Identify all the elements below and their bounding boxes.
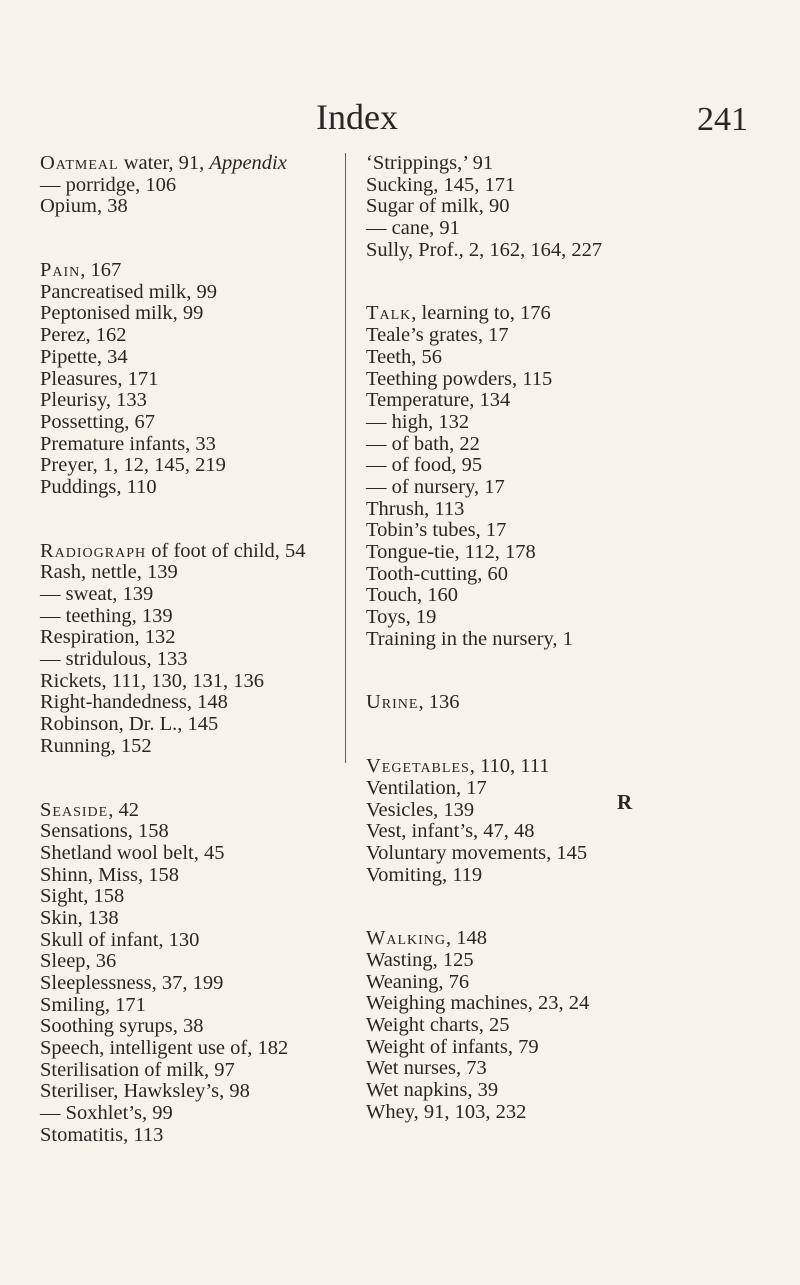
index-entry	[40, 303, 340, 325]
entry-text: Rickets, 111, 130, 131, 136	[40, 669, 264, 692]
entry-text: Weight charts, 25	[366, 1014, 510, 1036]
index-entry	[40, 606, 340, 628]
index-entry	[40, 1016, 340, 1038]
entry-text: — sweat, 139	[40, 583, 154, 605]
index-entry	[40, 714, 340, 736]
index-entry	[366, 303, 726, 325]
entry-text: Sensations, 158	[40, 820, 169, 843]
index-entry	[366, 240, 726, 262]
index-entry	[40, 196, 340, 218]
entry-lead-word: Radiograph	[40, 539, 147, 562]
entry-text: Steriliser, Hawksley’s, 98	[40, 1080, 250, 1103]
entry-text: Possetting, 67	[40, 410, 156, 433]
entry-text: — stridulous, 133	[40, 648, 188, 671]
entry-text: , 167	[80, 259, 122, 282]
entry-text: Training in the nursery, 1	[366, 627, 573, 650]
index-group	[366, 756, 726, 886]
index-column-right	[366, 153, 726, 1165]
entry-text: Thrush, 113	[366, 497, 465, 520]
entry-text: — cane, 91	[366, 217, 460, 240]
entry-text: Opium, 38	[40, 195, 128, 218]
index-entry	[366, 1015, 726, 1037]
entry-text: Pancreatised milk, 99	[40, 280, 218, 303]
index-entry	[366, 412, 726, 434]
index-entry	[40, 995, 340, 1017]
entry-italic-ref: Appendix	[209, 152, 287, 174]
entry-text: Whey, 91, 103, 232	[366, 1100, 527, 1123]
index-entry	[40, 1038, 340, 1060]
entry-text: Voluntary movements, 145	[366, 841, 588, 864]
index-entry	[40, 412, 340, 434]
entry-text: Vomiting, 119	[366, 863, 483, 886]
entry-text: Robinson, Dr. L., 145	[40, 713, 219, 736]
index-entry	[366, 928, 726, 950]
index-entry	[40, 627, 340, 649]
index-entry	[40, 562, 340, 584]
entry-text: Sully, Prof., 2, 162, 164, 227	[366, 238, 603, 261]
index-entry	[40, 649, 340, 671]
index-entry	[366, 843, 726, 865]
index-entry	[40, 541, 340, 563]
entry-text: Wasting, 125	[366, 948, 474, 971]
index-entry	[366, 607, 726, 629]
index-entry	[366, 1037, 726, 1059]
index-entry	[40, 260, 340, 282]
entry-text: Soothing syrups, 38	[40, 1015, 204, 1038]
entry-text: Shetland wool belt, 45	[40, 841, 225, 864]
entry-text: — of food, 95	[366, 454, 483, 477]
entry-text: Puddings, 110	[40, 475, 157, 498]
entry-lead-word: Walking	[366, 927, 447, 950]
index-entry	[40, 951, 340, 973]
index-entry	[366, 390, 726, 412]
index-entry	[366, 434, 726, 456]
entry-text: Peptonised milk, 99	[40, 302, 204, 325]
entry-text: — teething, 139	[40, 604, 173, 627]
index-entry	[40, 175, 340, 197]
index-group	[40, 153, 340, 218]
entry-text: Sterilisation of milk, 97	[40, 1058, 235, 1081]
index-entry	[40, 282, 340, 304]
entry-text: Sugar of milk, 90	[366, 195, 510, 218]
index-entry	[40, 973, 340, 995]
index-entry	[40, 1103, 340, 1125]
entry-text: Wet napkins, 39	[366, 1079, 499, 1102]
entry-text: Weaning, 76	[366, 970, 470, 993]
index-entry	[40, 584, 340, 606]
entry-text: Weighing machines, 23, 24	[366, 992, 590, 1015]
entry-text: Sleeplessness, 37, 199	[40, 972, 224, 994]
index-entry	[366, 821, 726, 843]
entry-text: Sleep, 36	[40, 950, 117, 973]
entry-text: — porridge, 106	[40, 173, 177, 196]
index-group	[40, 260, 340, 499]
index-entry	[366, 455, 726, 477]
entry-text: — high, 132	[366, 410, 470, 433]
entry-text: Perez, 162	[40, 324, 127, 347]
entry-lead-word: Seaside	[40, 798, 109, 821]
entry-text: water, 91,	[118, 152, 210, 174]
entry-text: Teething powders, 115	[366, 367, 553, 390]
index-group	[366, 303, 726, 650]
entry-text: , 136	[418, 691, 460, 714]
entry-text: Teeth, 56	[366, 345, 442, 368]
entry-text: Smiling, 171	[40, 993, 146, 1016]
entry-text: Preyer, 1, 12, 145, 219	[40, 454, 226, 477]
index-entry	[366, 477, 726, 499]
index-entry	[40, 153, 340, 175]
entry-text: Running, 152	[40, 734, 152, 757]
index-column-left	[40, 153, 340, 1189]
entry-text: Right-handedness, 148	[40, 691, 228, 714]
entry-text: Vest, infant’s, 47, 48	[366, 820, 535, 843]
entry-text: , 148	[446, 927, 488, 950]
entry-text: Teale’s grates, 17	[366, 324, 509, 347]
index-entry	[366, 972, 726, 994]
index-entry	[40, 434, 340, 456]
index-entry	[366, 865, 726, 887]
index-entry	[366, 1102, 726, 1124]
entry-text: Wet nurses, 73	[366, 1057, 487, 1080]
entry-text: Skull of infant, 130	[40, 928, 200, 951]
index-entry	[40, 865, 340, 887]
index-entry	[40, 886, 340, 908]
entry-lead-word: Urine	[366, 691, 419, 714]
index-entry	[366, 218, 726, 240]
index-group	[40, 800, 340, 1147]
page-number: 241	[697, 101, 748, 138]
index-entry	[40, 908, 340, 930]
index-entry	[366, 499, 726, 521]
entry-text: — Soxhlet’s, 99	[40, 1102, 173, 1125]
entry-text: Shinn, Miss, 158	[40, 863, 179, 886]
signature-mark: R	[617, 790, 633, 814]
index-entry	[366, 347, 726, 369]
entry-text: , 42	[108, 798, 139, 821]
index-entry	[40, 477, 340, 499]
entry-text: , 110, 111	[469, 755, 550, 778]
index-group	[366, 928, 726, 1123]
entry-text: — of nursery, 17	[366, 475, 505, 498]
index-group	[40, 541, 340, 758]
entry-text: Sight, 158	[40, 885, 125, 908]
entry-text: Vesicles, 139	[366, 798, 475, 821]
index-entry	[40, 821, 340, 843]
index-entry	[40, 800, 340, 822]
index-entry	[366, 950, 726, 972]
entry-text: Tongue-tie, 112, 178	[366, 541, 536, 563]
entry-text: Temperature, 134	[366, 389, 511, 412]
index-entry	[40, 1060, 340, 1082]
index-entry	[40, 1125, 340, 1147]
entry-text: Rash, nettle, 139	[40, 561, 178, 584]
entry-text: , learning to, 176	[411, 302, 551, 325]
entry-text: Ventilation, 17	[366, 776, 487, 799]
index-entry	[366, 585, 726, 607]
entry-text: ‘Strippings,’ 91	[366, 152, 494, 174]
index-entry	[366, 1080, 726, 1102]
entry-text: Touch, 160	[366, 584, 458, 607]
index-entry	[366, 629, 726, 651]
index-entry	[40, 1081, 340, 1103]
column-divider	[345, 153, 346, 763]
index-entry	[366, 800, 726, 822]
index-group	[366, 153, 726, 261]
index-entry	[366, 542, 726, 564]
entry-lead-word: Vegetables	[366, 755, 470, 778]
entry-text: Pipette, 34	[40, 345, 128, 368]
entry-text: Premature infants, 33	[40, 432, 216, 455]
index-group	[366, 692, 726, 714]
index-entry	[40, 369, 340, 391]
index-entry	[366, 993, 726, 1015]
index-entry	[40, 347, 340, 369]
entry-text: Sucking, 145, 171	[366, 173, 516, 196]
entry-lead-word: Talk	[366, 302, 412, 325]
index-entry	[366, 196, 726, 218]
entry-text: Stomatitis, 113	[40, 1123, 164, 1146]
index-entry	[366, 175, 726, 197]
page-title: Index	[316, 97, 398, 137]
index-entry	[40, 671, 340, 693]
entry-text: Speech, intelligent use of, 182	[40, 1037, 289, 1060]
index-entry	[40, 692, 340, 714]
entry-lead-word: Pain	[40, 259, 81, 282]
entry-text: Tobin’s tubes, 17	[366, 519, 507, 542]
entry-text: Pleasures, 171	[40, 367, 159, 390]
index-entry	[40, 736, 340, 758]
entry-text: Respiration, 132	[40, 626, 176, 649]
index-entry	[40, 455, 340, 477]
entry-lead-word: Oatmeal	[40, 152, 119, 174]
index-entry	[366, 325, 726, 347]
index-entry	[40, 390, 340, 412]
index-entry	[366, 692, 726, 714]
index-entry	[40, 843, 340, 865]
entry-text: Pleurisy, 133	[40, 389, 147, 412]
index-entry	[366, 369, 726, 391]
entry-text: of foot of child, 54	[146, 539, 306, 562]
index-entry	[366, 153, 726, 175]
entry-text: Skin, 138	[40, 906, 119, 929]
index-entry	[366, 756, 726, 778]
entry-text: Weight of infants, 79	[366, 1035, 539, 1058]
index-entry	[366, 520, 726, 542]
index-entry	[366, 1058, 726, 1080]
entry-text: Tooth-cutting, 60	[366, 562, 509, 585]
entry-text: — of bath, 22	[366, 432, 480, 455]
index-entry	[40, 930, 340, 952]
page-header	[0, 97, 800, 137]
index-entry	[40, 325, 340, 347]
entry-text: Toys, 19	[366, 606, 437, 629]
index-entry	[366, 778, 726, 800]
index-entry	[366, 564, 726, 586]
